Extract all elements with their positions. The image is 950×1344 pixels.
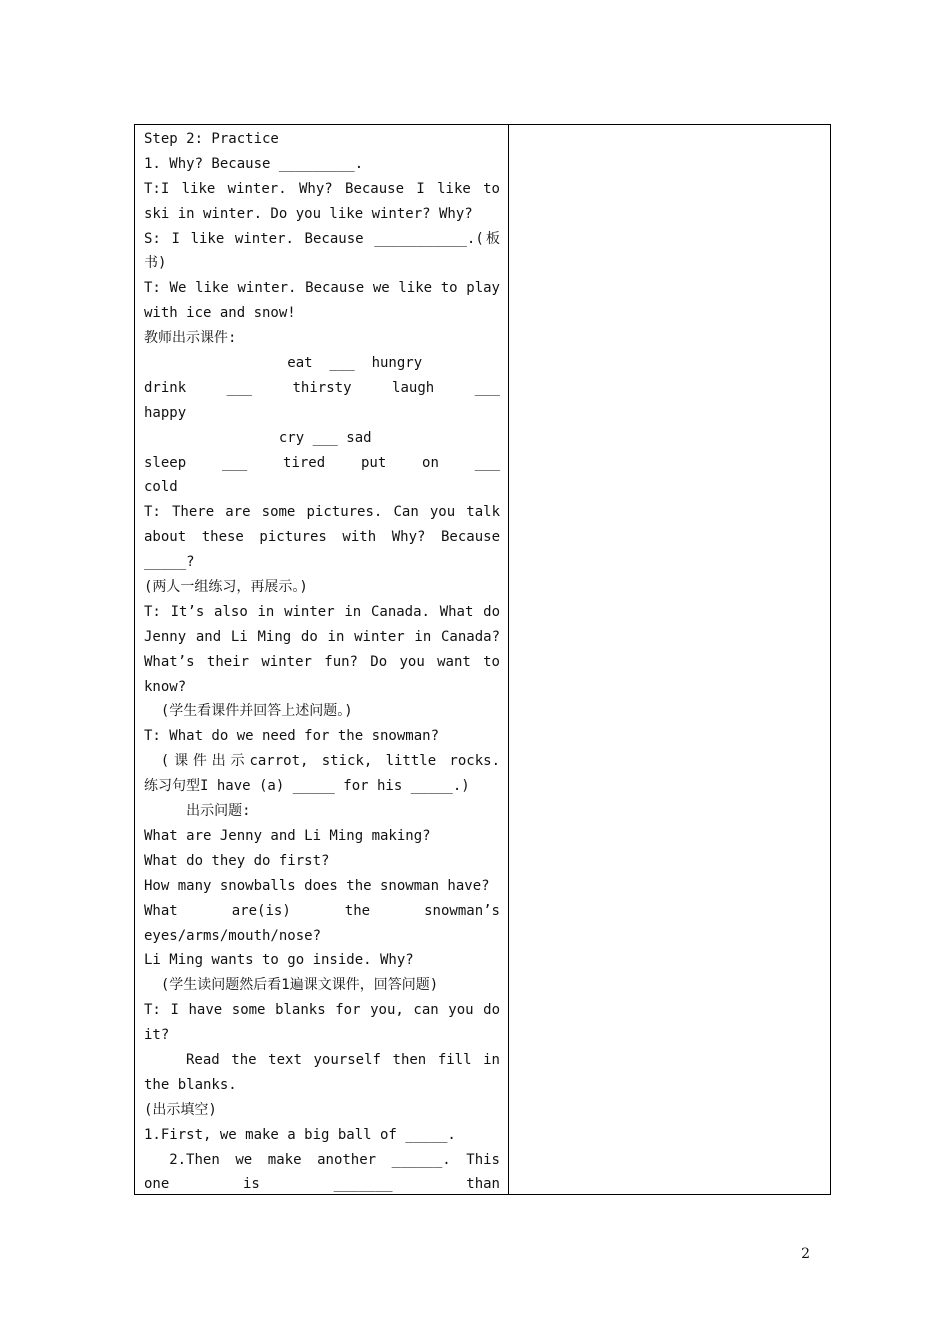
text-line: it? xyxy=(144,1027,170,1044)
text-line: eyes/arms/mouth/nose? xyxy=(144,927,322,944)
text-line: T: We like winter. Because we like to play xyxy=(144,280,500,297)
text-line: 教师出示课件: xyxy=(144,330,237,347)
teaching-process-cell xyxy=(135,125,509,1194)
text-line: What are Jenny and Li Ming making? xyxy=(144,827,431,844)
text-line: What do they do first? xyxy=(144,852,330,869)
text-line: 出示问题: xyxy=(144,803,251,820)
text-line: (出示填空) xyxy=(144,1101,217,1118)
text-line: Jenny and Li Ming do in winter in Canada? xyxy=(144,628,500,645)
text-line: 1.First, we make a big ball of _____. xyxy=(144,1126,456,1143)
text-line: eat ___ hungry xyxy=(144,355,423,372)
text-line: (课件出示carrot, stick, little rocks. xyxy=(160,753,500,770)
text-line: one is _______ than xyxy=(144,1176,500,1193)
text-line: with ice and snow! xyxy=(144,305,296,322)
page-number: 2 xyxy=(801,1246,810,1262)
text-line: Li Ming wants to go inside. Why? xyxy=(144,952,414,969)
text-line: (学生看课件并回答上述问题。) xyxy=(144,703,353,720)
text-line: Read the text yourself then fill in xyxy=(186,1051,500,1068)
text-line: 练习句型I have (a) _____ for his _____.) xyxy=(144,778,470,795)
text-line: T:I like winter. Why? Because I like to xyxy=(144,180,500,197)
text-line: cold xyxy=(144,479,178,496)
text-line: cry ___ sad xyxy=(144,429,372,446)
text-line: the blanks. xyxy=(144,1076,237,1093)
lesson-plan-table xyxy=(134,124,831,1195)
text-line: T: What do we need for the snowman? xyxy=(144,728,440,745)
text-line: S: I like winter. Because ___________.(板 xyxy=(144,230,500,247)
text-line: (学生读问题然后看1遍课文课件，回答问题) xyxy=(144,977,439,994)
notes-cell xyxy=(509,125,830,1194)
text-line: (两人一组练习，再展示。) xyxy=(144,579,308,596)
text-line: How many snowballs does the snowman have? xyxy=(144,877,490,894)
text-line: about these pictures with Why? Because xyxy=(144,529,500,546)
text-line: What are(is) the snowman’s xyxy=(144,902,500,919)
text-line: drink ___ thirsty laugh ___ xyxy=(144,379,500,396)
text-line: ski in winter. Do you like winter? Why? xyxy=(144,205,473,222)
text-line: _____? xyxy=(144,554,195,571)
text-line: happy xyxy=(144,404,187,421)
text-line: Step 2: Practice xyxy=(144,131,279,147)
text-line: 书) xyxy=(144,255,167,272)
text-line: T: I have some blanks for you, can you do xyxy=(144,1002,500,1019)
text-line: T: There are some pictures. Can you talk xyxy=(144,504,500,521)
text-line: sleep ___ tired put on ___ xyxy=(144,454,500,471)
text-line: T: It’s also in winter in Canada. What do xyxy=(144,603,500,620)
text-line: 2.Then we make another ______. This xyxy=(169,1151,500,1168)
text-line: What’s their winter fun? Do you want to xyxy=(144,653,500,670)
text-line: know? xyxy=(144,678,187,695)
text-line: 1. Why? Because _________. xyxy=(144,155,364,172)
